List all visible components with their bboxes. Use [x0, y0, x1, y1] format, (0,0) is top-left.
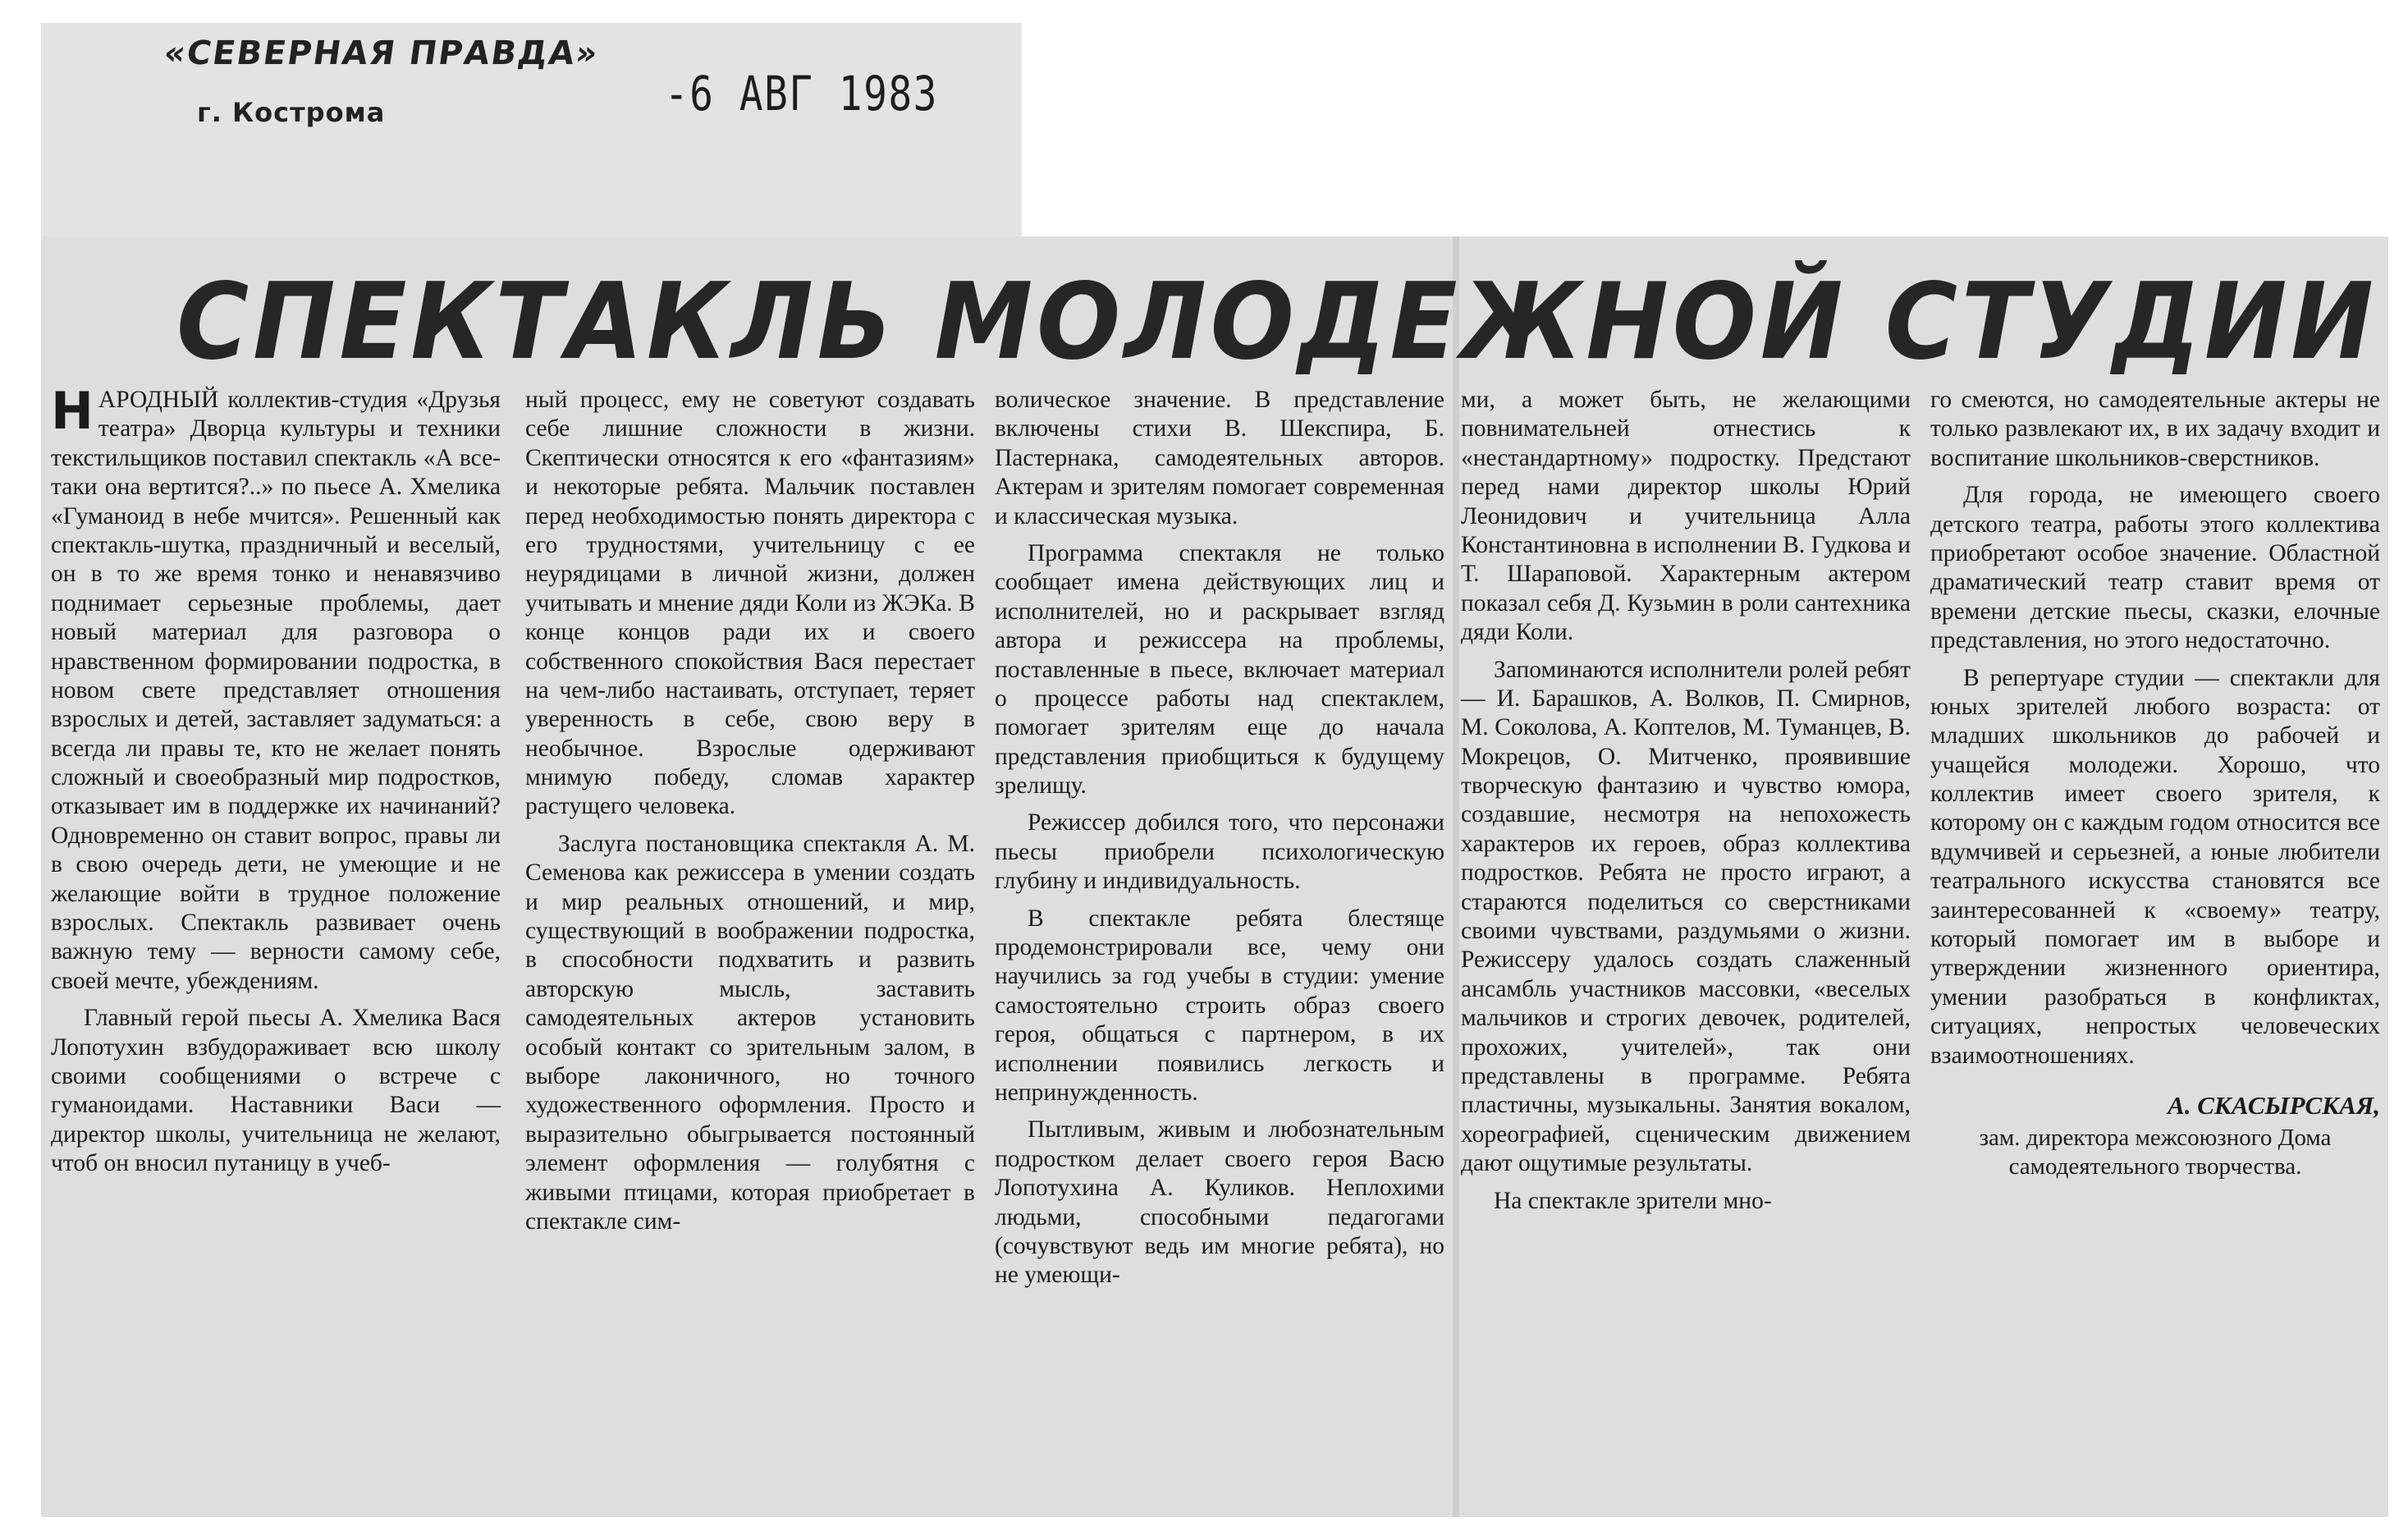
- paragraph: Запоминаются исполнители ролей ребят — И. Барашков, А. Волков, П. Смирнов, М. Соколова, А. Коптелов, М. Туманцев, В. Мокрецов, О. Митченко, проявившие творческую фантазию и чувство юмора, создавшие, несмотря на непохожесть характеров их героев, образ коллектива подростков. Ребята не просто играют, а стараются поделиться со сверстниками своими чувствами, раздумьями о жизни. Режиссеру удалось создать слаженный ансамбль участников массовки, «веселых мальчиков и строгих девочек, родителей, прохожих, учителей», так они представлены в программе. Ребята пластичны, музыкальны. Занятия вокалом, хореографией, сценическим движением дают ощутимые результаты.: [1461, 656, 1911, 1177]
- drop-cap: Н: [51, 381, 94, 441]
- paragraph: На спектакле зрители мно-: [1494, 1187, 1772, 1214]
- paragraph: ми, а может быть, не желающими повнимательней отнестись к «нестандартному» подростку. Предстают перед нами директор школы Юрий Леонидович и учительница Алла Константиновна в исполнении В. Гудкова и Т. Шараповой. Характерным актером показал себя Д. Кузьмин в роли сантехника дяди Коли.: [1461, 387, 1911, 646]
- paragraph: Режиссер добился того, что персонажи пьесы приобрели психологическую глубину и индивидуальность.: [995, 809, 1444, 895]
- city-name: г. Кострома: [197, 97, 386, 128]
- author-signature: А. СКАСЫРСКАЯ,: [2168, 1090, 2380, 1120]
- article-column-5: [1930, 386, 2380, 1181]
- paragraph: В репертуаре студии — спектакли для юных зрителей любого возраста: от младших школьников до рабочей и учащейся молодежи. Хорошо, что коллектив имеет своего зрителя, к которому он с каждым годом относится все вдумчивей и серьезней, а юные любители театрального искусства становятся все заинтересованней к «своему» театру, который помогает им в выборе и утверждении жизненного ориентира, умении разобраться в конфликтах, ситуациях, непростых человеческих взаимоотношениях.: [1930, 664, 2380, 1069]
- paragraph: Заслуга постановщика спектакля А. М. Семенова как режиссера в умении создать и мир реальных отношений, и мир, существующий в воображении подростка, в способности подхватить и развить авторскую мысль, заставить самодеятельных актеров установить особый контакт со зрительным залом, в выборе лаконичного, но точного художественного оформления. Просто и выразительно обыгрывается постоянный элемент оформления — голубятня с живыми птицами, которая приобретает в спектакле сим-: [525, 830, 975, 1235]
- paragraph: Для города, не имеющего своего детского театра, работы этого коллектива приобретают особое значение. Областной драматический театр ставит время от времени детские пьесы, сказки, елочные представления, но этого недостаточно.: [1930, 482, 2380, 654]
- paragraph: Программа спектакля не только сообщает имена действующих лиц и исполнителей, но и раскрывает взгляд автора и режиссера на проблемы, поставленные в пьесе, включает материал о процессе работы над спектаклем, помогает зрителям еще до начала представления приобщиться к будущему зрелищу.: [995, 539, 1444, 800]
- paper-fold: [1453, 236, 1459, 1517]
- paragraph: НАРОДНЫЙ коллектив-студия «Друзья театра» Дворца культуры и техники текстильщиков поставил спектакль «А все-таки она вертится?..» по пьесе А. Хмелика «Гуманоид в небе мчится». Решенный как спектакль-шутка, праздничный и веселый, он в то же время тонко и ненавязчиво поднимает серьезные проблемы, дает новый материал для разговора о нравственном формировании подростка, в новом свете представляет отношения взрослых и детей, заставляет задуматься: а всегда ли правы те, кто не желает понять сложный и своеобразный мир подростков, отказывает им в поддержке их начинаний? Одновременно он ставит вопрос, правы ли в свою очередь дети, не умеющие и не желающие войти в трудное положение взрослых. Спектакль развивает очень важную тему — верности самому себе, своей мечте, убеждениям.: [51, 381, 501, 994]
- date-stamp: -6 АВГ 1983: [665, 66, 939, 121]
- article-column-4: [1461, 386, 1911, 1224]
- paragraph: Главный герой пьесы А. Хмелика Вася Лопотухин взбудораживает всю школу своими сообщениями о встрече с гуманоидами. Наставники Васи — директор школы, учительница не желают, чтоб он вносил путаницу в учеб-: [51, 1005, 501, 1177]
- paragraph: волическое значение. В представление включены стихи В. Шекспира, Б. Пастернака, самодеятельных авторов. Актерам и зрителям помогает современная и классическая музыка.: [995, 387, 1444, 529]
- article-column-1: [51, 381, 501, 1187]
- paragraph: В спектакле ребята блестяще продемонстрировали все, чему они научились за год учебы в студии: умение самостоятельно строить образ своего героя, общаться с партнером, в их исполнении появились легкость и непринужденность.: [995, 905, 1444, 1106]
- paragraph: ный процесс, ему не советуют создавать себе лишние сложности в жизни. Скептически относятся к его «фантазиям» и некоторые ребята. Мальчик поставлен перед необходимостью понять директора с его трудностями, учительницу с ее неурядицами в личной жизни, должен учитывать и мнение дяди Коли из ЖЭКа. В конце концов ради их и своего собственного спокойствия Вася перестает на чем-либо настаивать, отступает, теряет уверенность в себе, свою веру в необычное. Взрослые одерживают мнимую победу, сломав характер растущего человека.: [525, 387, 975, 820]
- author-role: зам. директора межсоюзного Дома самодеятельного творчества.: [1979, 1125, 2332, 1180]
- article-column-2: [525, 386, 975, 1244]
- paragraph: го смеются, но самодеятельные актеры не только развлекают их, в их задачу входит и воспитание школьников-сверстников.: [1930, 387, 2380, 471]
- article-column-3: [995, 386, 1444, 1299]
- article-title: СПЕКТАКЛЬ МОЛОДЕЖНОЙ СТУДИИ: [176, 261, 2378, 383]
- newspaper-name: «СЕВЕРНАЯ ПРАВДА»: [161, 34, 602, 72]
- paragraph: Пытливым, живым и любознательным подростком делает своего героя Васю Лопотухина А. Куликов. Неплохими людьми, способными педагогами (сочувствуют ведь им многие ребята), но не умеющи-: [995, 1116, 1444, 1289]
